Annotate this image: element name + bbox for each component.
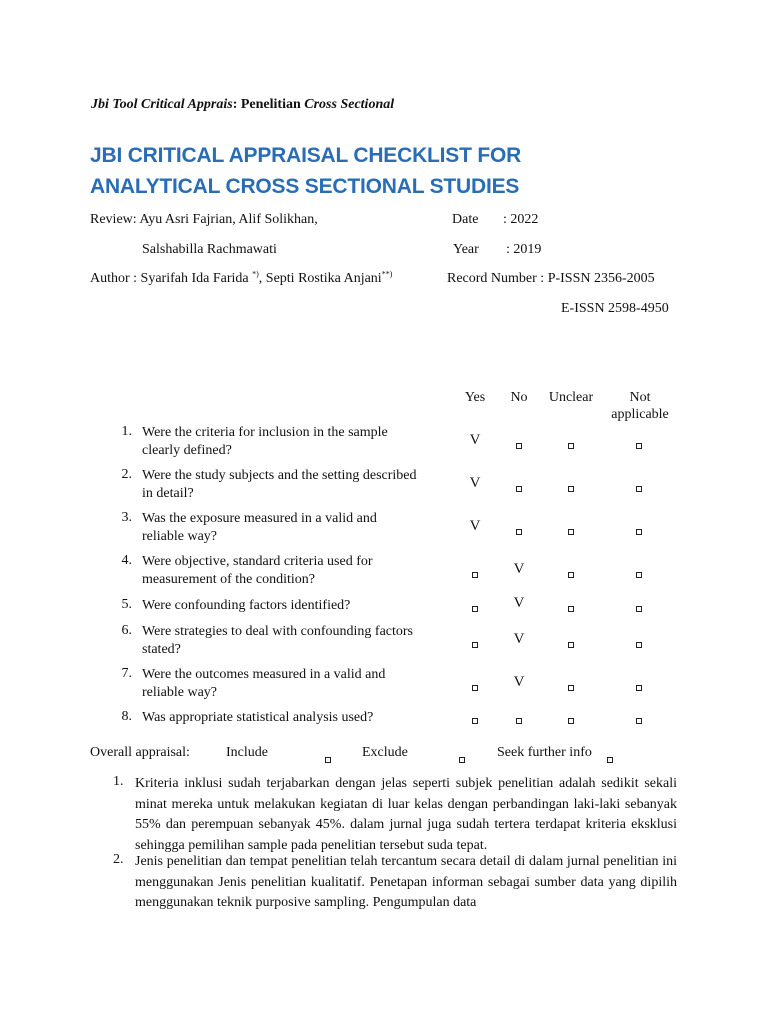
empty-checkbox [568,572,574,578]
check-mark: V [469,518,481,534]
question-text-line-1: Were confounding factors identified? [142,598,351,613]
empty-checkbox [636,718,642,724]
date-value: : 2022 [503,212,539,227]
empty-checkbox [516,529,522,535]
question-number: 5. [121,597,132,612]
answer-box-unclear[interactable] [556,438,586,454]
page-title [90,140,710,202]
header-separator: : Penelitian [232,97,305,112]
review-label: Review: Ayu Asri Fajrian, Alif Solikhan, [90,212,318,227]
empty-checkbox [568,443,574,449]
question-text-line-1: Were the criteria for inclusion in the sample [142,425,388,440]
header-study-type: Cross Sectional [304,97,395,112]
title-line-1: JBI CRITICAL APPRAISAL CHECKLIST FOR [90,144,522,167]
question-text [142,510,447,545]
column-header-unclear: Unclear [548,390,594,405]
answer-check-yes[interactable] [460,518,490,535]
answer-box-unclear[interactable] [556,637,586,653]
question-number: 6. [121,623,132,638]
empty-checkbox [636,529,642,535]
question-text-line-2: reliable way? [142,684,218,700]
question-number: 3. [121,510,132,525]
empty-checkbox [636,572,642,578]
answer-box-na[interactable] [624,637,654,653]
year-label: Year [453,242,479,257]
question-number: 1. [121,424,132,439]
answer-box-unclear[interactable] [556,713,586,729]
seek-further-info-label: Seek further info [497,745,592,760]
author-sup-1: *) [252,269,259,279]
seek-further-info-checkbox[interactable] [607,750,613,768]
empty-checkbox [636,642,642,648]
answer-box-no[interactable] [504,438,534,454]
check-mark: V [513,561,525,577]
answer-box-unclear[interactable] [556,524,586,540]
answer-box-yes[interactable] [460,567,490,583]
question-text [142,424,447,459]
empty-checkbox [516,718,522,724]
question-text [142,623,447,658]
empty-checkbox [568,718,574,724]
check-mark: V [513,595,525,611]
empty-checkbox [472,718,478,724]
empty-checkbox [636,606,642,612]
check-mark: V [513,631,525,647]
answer-box-unclear[interactable] [556,481,586,497]
question-text-line-1: Were the outcomes measured in a valid and [142,667,386,682]
question-text-line-2: in detail? [142,485,194,501]
question-text [142,709,447,727]
author-line [90,271,392,287]
answer-box-unclear[interactable] [556,567,586,583]
empty-checkbox [516,443,522,449]
answer-check-yes[interactable] [460,432,490,449]
empty-checkbox [568,642,574,648]
question-text-line-1: Were objective, standard criteria used for [142,554,373,569]
question-text [142,467,447,502]
question-text-line-1: Was appropriate statistical analysis used? [142,710,374,725]
question-number: 8. [121,709,132,724]
answer-check-no[interactable] [504,631,534,648]
title-line-2: ANALYTICAL CROSS SECTIONAL STUDIES [90,175,520,198]
question-text-line-2: reliable way? [142,528,218,544]
column-header-na-line-2: applicable [611,407,669,422]
overall-appraisal-label: Overall appraisal: [90,745,190,760]
answer-box-na[interactable] [624,680,654,696]
question-text [142,597,447,615]
question-text [142,666,447,701]
check-mark: V [469,432,481,448]
answer-box-na[interactable] [624,713,654,729]
eissn-number: E-ISSN 2598-4950 [561,301,669,316]
question-text-line-2: measurement of the condition? [142,571,315,587]
check-mark: V [513,674,525,690]
include-checkbox[interactable] [325,750,331,768]
author-sup-2: **) [381,269,393,279]
empty-checkbox [568,685,574,691]
record-number: Record Number : P-ISSN 2356-2005 [447,271,655,286]
answer-box-na[interactable] [624,567,654,583]
exclude-checkbox[interactable] [459,750,465,768]
answer-box-na[interactable] [624,601,654,617]
empty-checkbox [472,642,478,648]
answer-box-no[interactable] [504,524,534,540]
note-paragraph: Kriteria inklusi sudah terjabarkan dengan jelas seperti subjek penelitian adalah sedikit sekali minat mereka untuk melakukan kegiatan di luar kelas dengan perbandingan laki-laki sebanyak 55% dan perempuan sebanyak 45%. dalam jurnal juga sudah tertera terdapat kriteria eksklusi sehingga pemilihan sample pada penelitian tersebut suda tepat. [135,776,677,853]
author-label: Author : Syarifah Ida Farida [90,271,253,286]
author-second: , Septi Rostika Anjani [258,271,382,286]
column-header-yes: Yes [464,390,486,405]
document-header [91,97,394,113]
empty-checkbox [472,572,478,578]
answer-box-yes[interactable] [460,680,490,696]
answer-box-yes[interactable] [460,637,490,653]
empty-checkbox [516,486,522,492]
answer-box-unclear[interactable] [556,601,586,617]
answer-box-no[interactable] [504,713,534,729]
empty-checkbox [568,486,574,492]
column-header-na-line-1: Not [629,390,651,405]
question-text-line-2: stated? [142,641,181,657]
question-text-line-2: clearly defined? [142,442,232,458]
answer-box-na[interactable] [624,524,654,540]
note-paragraph: Jenis penelitian dan tempat penelitian telah tercantum secara detail di dalam jurnal penelitian ini menggunakan Jenis penelitian kualitatif. Penetapan informan sebagai sumber data yang dipilih menggunakan teknik purposive sampling. Pengumpulan data [135,854,677,910]
note-number: 2. [113,852,124,867]
date-label: Date [452,212,479,227]
question-number: 7. [121,666,132,681]
note-number: 1. [113,774,124,789]
answer-box-na[interactable] [624,438,654,454]
answer-box-yes[interactable] [460,713,490,729]
column-header-no: No [510,390,528,405]
empty-checkbox [568,529,574,535]
empty-checkbox [636,443,642,449]
empty-checkbox [472,685,478,691]
answer-box-na[interactable] [624,481,654,497]
include-label: Include [226,745,268,760]
answer-box-unclear[interactable] [556,680,586,696]
answer-box-no[interactable] [504,481,534,497]
empty-checkbox [568,606,574,612]
empty-checkbox [472,606,478,612]
question-number: 4. [121,553,132,568]
exclude-label: Exclude [362,745,408,760]
empty-checkbox [636,486,642,492]
answer-check-no[interactable] [504,595,534,612]
empty-checkbox [636,685,642,691]
question-text-line-1: Was the exposure measured in a valid and [142,511,377,526]
answer-check-no[interactable] [504,674,534,691]
answer-check-yes[interactable] [460,475,490,492]
header-tool-name: Jbi Tool Critical Apprais [91,97,233,112]
year-value: : 2019 [506,242,542,257]
question-text [142,553,447,588]
question-text-line-1: Were the study subjects and the setting described [142,468,417,483]
question-text-line-1: Were strategies to deal with confounding factors [142,624,414,639]
column-header-not-applicable [600,389,680,423]
check-mark: V [469,475,481,491]
question-number: 2. [121,467,132,482]
answer-check-no[interactable] [504,561,534,578]
review-continuation: Salshabilla Rachmawati [142,242,277,257]
answer-box-yes[interactable] [460,601,490,617]
